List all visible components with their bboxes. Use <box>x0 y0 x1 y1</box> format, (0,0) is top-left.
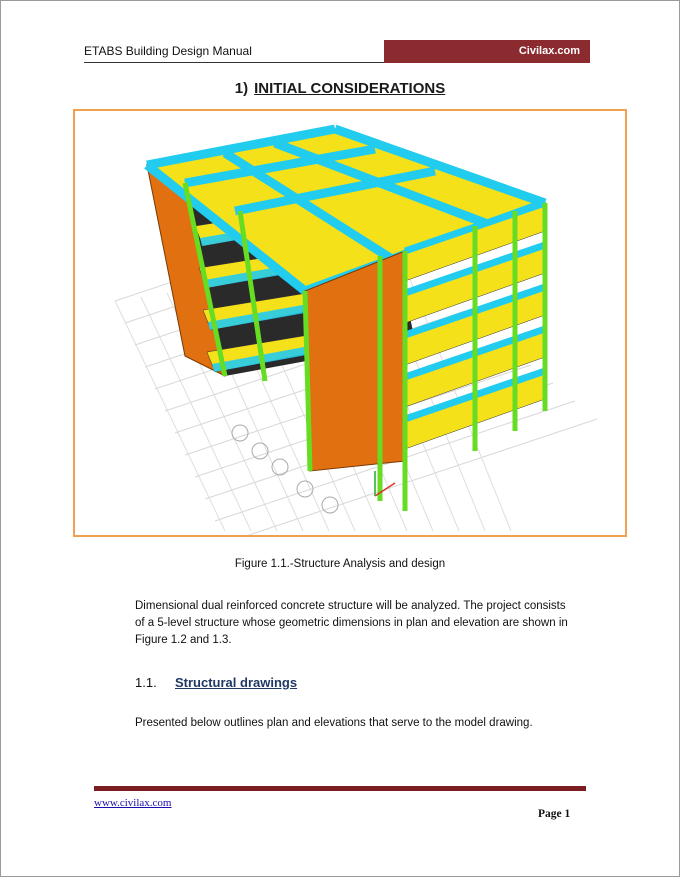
grid-bubble <box>322 497 338 513</box>
header-site: Civilax.com <box>518 45 580 57</box>
body-paragraph: Dimensional dual reinforced concrete structure will be analyzed. The project consists of a 5-level structure whose geometric dimensions in plan and elevation are shown in Figure 1.2 and 1.3. <box>135 600 568 646</box>
footer-rule <box>94 786 586 791</box>
grid-bubble <box>232 425 248 441</box>
body-paragraph-2: Presented below outlines plan and elevations that serve to the model drawing. <box>135 717 533 729</box>
section-heading <box>135 675 297 690</box>
figure-caption: Figure 1.1.-Structure Analysis and design <box>234 558 446 570</box>
structure-3d-model-image <box>75 111 625 535</box>
section-title: Structural drawings <box>175 675 298 690</box>
grid-bubble <box>252 443 268 459</box>
chapter-number: 1) <box>234 80 249 97</box>
chapter-title: INITIAL CONSIDERATIONS <box>254 80 446 97</box>
header-rule <box>84 62 384 63</box>
page-number: Page 1 <box>538 808 571 820</box>
chapter-heading <box>0 80 680 97</box>
section-number: 1.1. <box>135 675 157 690</box>
header-band <box>384 40 590 63</box>
header-title: ETABS Building Design Manual <box>84 44 252 58</box>
figure-frame <box>73 109 627 537</box>
footer-website-link[interactable]: www.civilax.com <box>94 797 172 809</box>
